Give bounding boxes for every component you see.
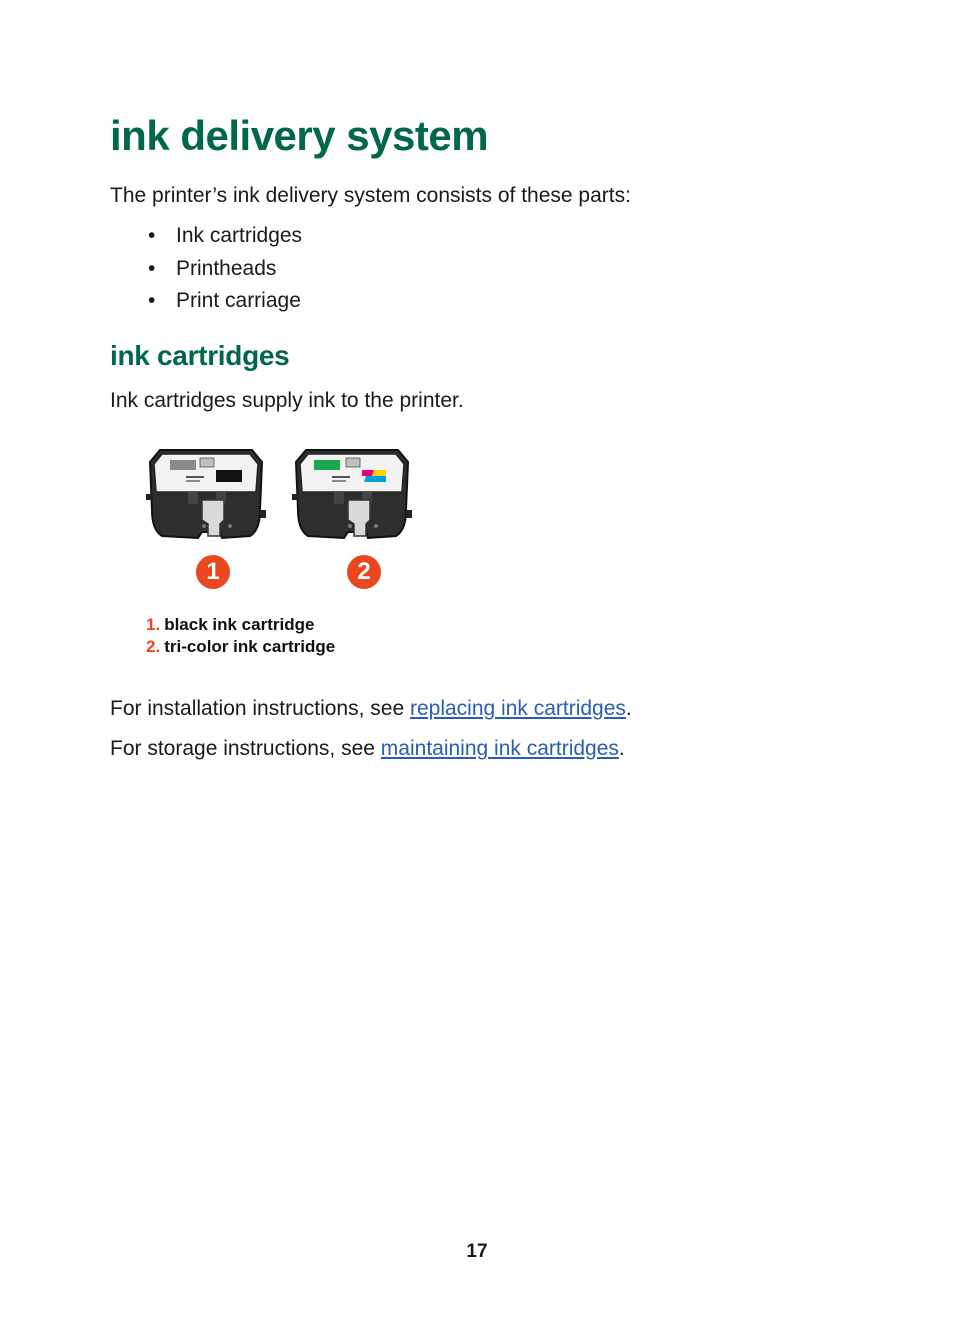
page-title: ink delivery system [110,112,489,159]
caption-text: tri-color ink cartridge [164,637,336,656]
figure-captions [146,614,335,658]
installation-text [110,695,632,723]
caption-item [146,614,335,636]
replacing-ink-cartridges-link[interactable]: replacing ink cartridges [409,697,626,720]
supply-text: Ink cartridges supply ink to the printer. [110,389,464,412]
callout-1: 1 [196,555,230,589]
maintaining-ink-cartridges-link[interactable]: maintaining ink cartridges [380,737,619,760]
caption-number: 2. [146,637,161,656]
list-item: • Print carriage [110,287,302,320]
caption-text: black ink cartridge [164,615,315,634]
intro-text: The printer’s ink delivery system consists of these parts: [110,184,631,207]
caption-item [146,636,335,658]
storage-text [110,735,625,763]
black-cartridge-image [146,450,266,538]
tri-color-cartridge-image [292,450,412,538]
list-item: • Ink cartridges [110,222,302,255]
callout-2: 2 [347,555,381,589]
storage-prefix: For storage instructions, see [110,737,381,760]
list-item: • Printheads [110,255,302,288]
parts-list [110,222,302,320]
storage-suffix: . [618,737,625,760]
cartridges-figure [140,440,430,600]
page-number: 17 [466,1241,488,1262]
caption-number: 1. [146,615,161,634]
section-heading: ink cartridges [110,340,290,371]
installation-suffix: . [625,697,632,720]
cartridges-illustration [140,440,430,550]
installation-prefix: For installation instructions, see [110,697,410,720]
